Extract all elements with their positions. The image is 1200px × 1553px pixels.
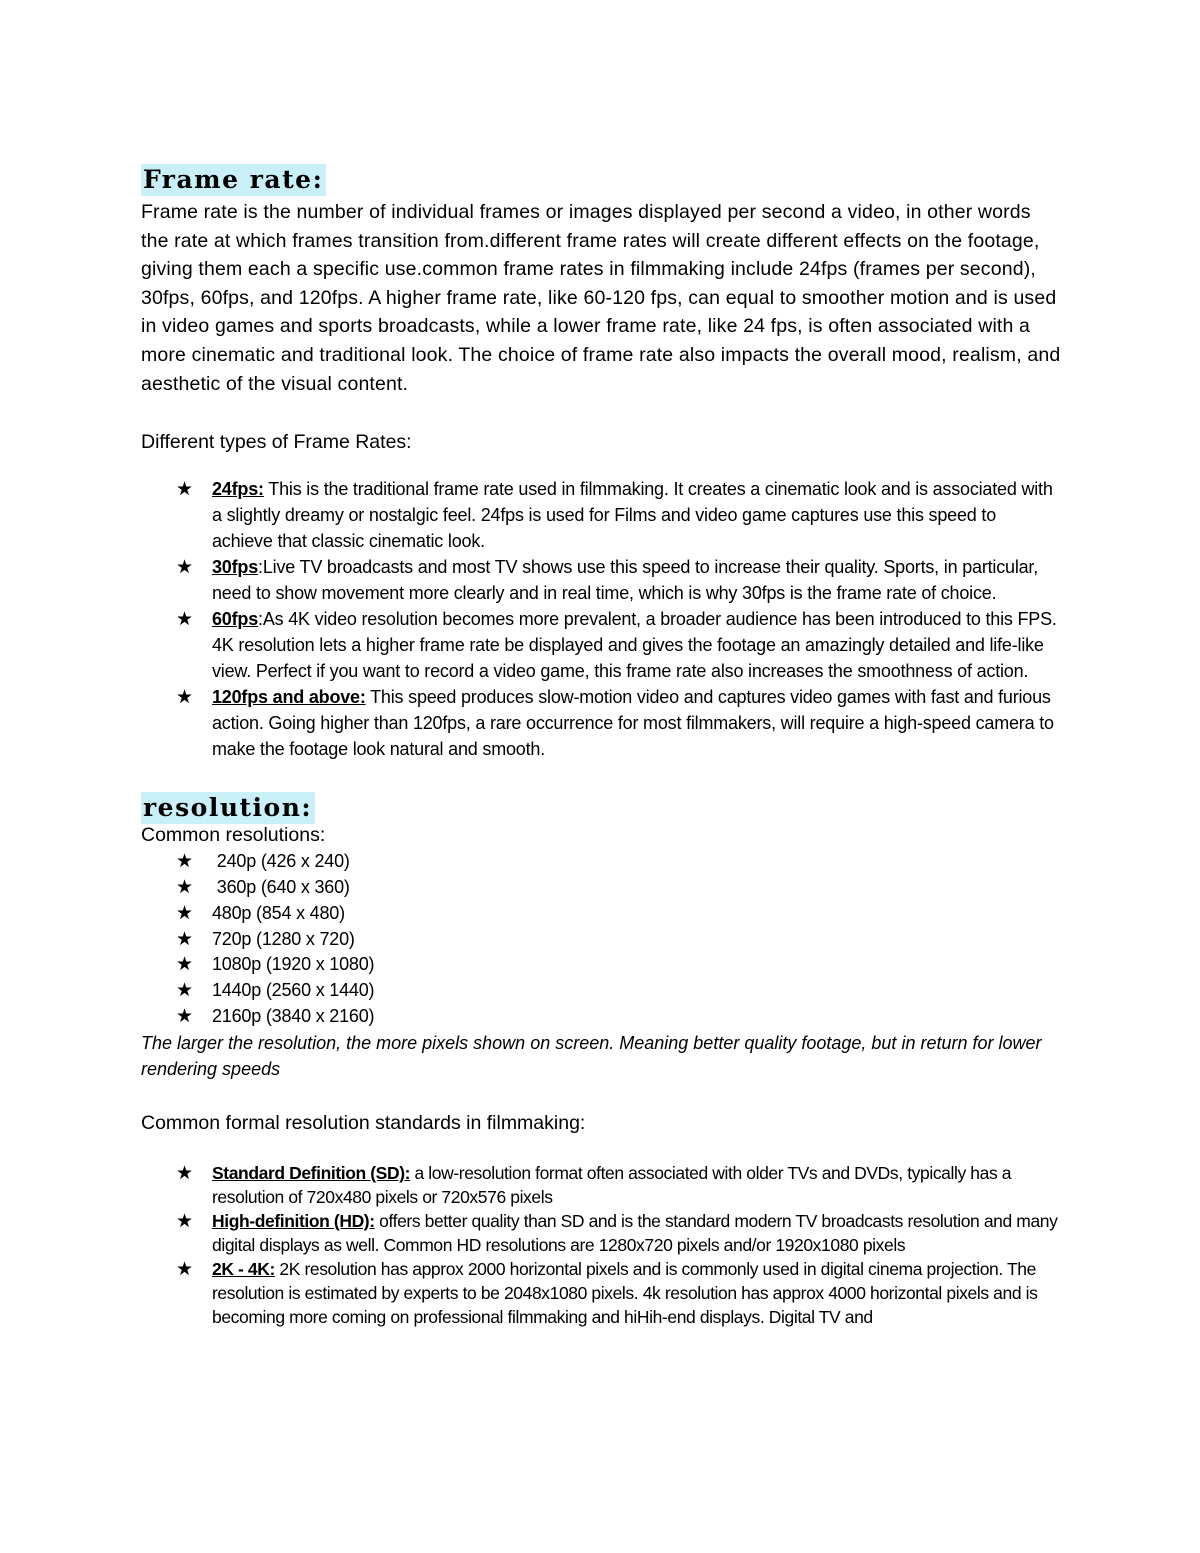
resolution-heading: resolution: [141, 792, 315, 824]
common-resolutions-list [141, 849, 1061, 1030]
list-item-sd [141, 1161, 1061, 1209]
resolution-value: 240p (426 x 240) [212, 851, 350, 872]
common-resolutions-title: Common resolutions: [141, 824, 326, 847]
list-item-text: This is the traditional frame rate used in filmmaking. It creates a cinematic look and is associated with a slightly dreamy or nostalgic feel. 24fps is used for Films and video game captures use this speed to achieve that classic cinematic look. [212, 479, 1053, 552]
list-item-60fps [141, 606, 1061, 684]
list-item [141, 901, 1061, 927]
star-bullet-icon: ★ [176, 875, 193, 898]
star-bullet-icon: ★ [176, 1257, 193, 1280]
star-bullet-icon: ★ [176, 608, 193, 631]
star-bullet-icon: ★ [176, 478, 193, 501]
resolution-value: 1080p (1920 x 1080) [212, 954, 375, 975]
list-item-text: This speed produces slow-motion video and captures video games with fast and furious action. Going higher than 120fps, a rare occurrence for most filmmakers, will require a high-speed camera to make the footage look natural and smooth. [212, 687, 1054, 760]
list-item-term: 120fps and above: [212, 687, 366, 708]
list-item [141, 875, 1061, 901]
frame-rate-types-list [141, 476, 1061, 762]
list-item-text: a low-resolution format often associated with older TVs and DVDs, typically has a resolution of 720x480 pixels or 720x576 pixels [212, 1162, 1012, 1207]
star-bullet-icon: ★ [176, 927, 193, 950]
list-item-term: High-definition (HD): [212, 1210, 375, 1231]
star-bullet-icon: ★ [176, 1004, 193, 1027]
resolution-value: 360p (640 x 360) [212, 876, 350, 897]
list-item-text: :Live TV broadcasts and most TV shows use this speed to increase their quality. Sports, in particular, need to show movement more clearly and in real time, which is why 30fps is the frame rate of choice. [212, 557, 1039, 604]
list-item-120fps [141, 684, 1061, 762]
frame-rate-heading: Frame rate: [141, 164, 326, 196]
list-item [141, 927, 1061, 953]
list-item-text: :As 4K video resolution becomes more prevalent, a broader audience has been introduced to this FPS. 4K resolution lets a higher frame rate be displayed and gives the footage an amazingly detailed and life-like view. Perfect if you want to record a video game, this frame rate also increases the smoothness of action. [212, 609, 1057, 682]
resolution-standards-title: Common formal resolution standards in filmmaking: [141, 1111, 586, 1134]
star-bullet-icon: ★ [176, 953, 193, 976]
star-bullet-icon: ★ [176, 850, 193, 873]
list-item-term: 60fps [212, 609, 259, 630]
list-item-text: offers better quality than SD and is the standard modern TV broadcasts resolution and many digital displays as well. Common HD resolutions are 1280x720 pixels and/or 1920x1080 pixels [212, 1210, 1058, 1255]
list-item-term: 30fps [212, 557, 259, 578]
resolution-standards-list [141, 1161, 1061, 1329]
list-item-hd [141, 1209, 1061, 1257]
frame-rate-types-title: Different types of Frame Rates: [141, 431, 412, 454]
frame-rate-paragraph: Frame rate is the number of individual frames or images displayed per second a video, in other words the rate at which frames transition from.different frame rates will create different effects on the footage, giving them each a specific use.common frame rates in filmmaking include 24fps (frames per second), 30fps, 60fps, and 120fps. A higher frame rate, like 60-120 fps, can equal to smoother motion and is used in video games and sports broadcasts, while a lower frame rate, like 24 fps, is often associated with a more cinematic and traditional look. The choice of frame rate also impacts the overall mood, realism, and aesthetic of the visual content. [141, 201, 1061, 395]
list-item-term: 2K - 4K: [212, 1258, 275, 1279]
list-item [141, 849, 1061, 875]
list-item [141, 978, 1061, 1004]
star-bullet-icon: ★ [176, 1161, 193, 1184]
document-page [141, 164, 1061, 1329]
list-item-term: 24fps: [212, 479, 264, 500]
star-bullet-icon: ★ [176, 686, 193, 709]
resolution-value: 720p (1280 x 720) [212, 928, 355, 949]
list-item [141, 1004, 1061, 1030]
list-item-24fps [141, 476, 1061, 554]
resolution-value: 480p (854 x 480) [212, 902, 345, 923]
list-item-text: 2K resolution has approx 2000 horizontal pixels and is commonly used in digital cinema projection. The resolution is estimated by experts to be 2048x1080 pixels. 4k resolution has approx 4000 horizontal pixels and is becoming more coming on professional filmmaking and hiHih-end displays. Digital TV and [212, 1258, 1038, 1327]
star-bullet-icon: ★ [176, 556, 193, 579]
list-item-2k-4k [141, 1257, 1061, 1329]
list-item-30fps [141, 554, 1061, 606]
star-bullet-icon: ★ [176, 901, 193, 924]
resolution-value: 1440p (2560 x 1440) [212, 980, 375, 1001]
list-item [141, 952, 1061, 978]
list-item-term: Standard Definition (SD): [212, 1162, 411, 1183]
resolution-note: The larger the resolution, the more pixels shown on screen. Meaning better quality footage, but in return for lower rendering speeds [141, 1032, 1042, 1079]
star-bullet-icon: ★ [176, 979, 193, 1002]
resolution-value: 2160p (3840 x 2160) [212, 1005, 375, 1026]
star-bullet-icon: ★ [176, 1209, 193, 1232]
